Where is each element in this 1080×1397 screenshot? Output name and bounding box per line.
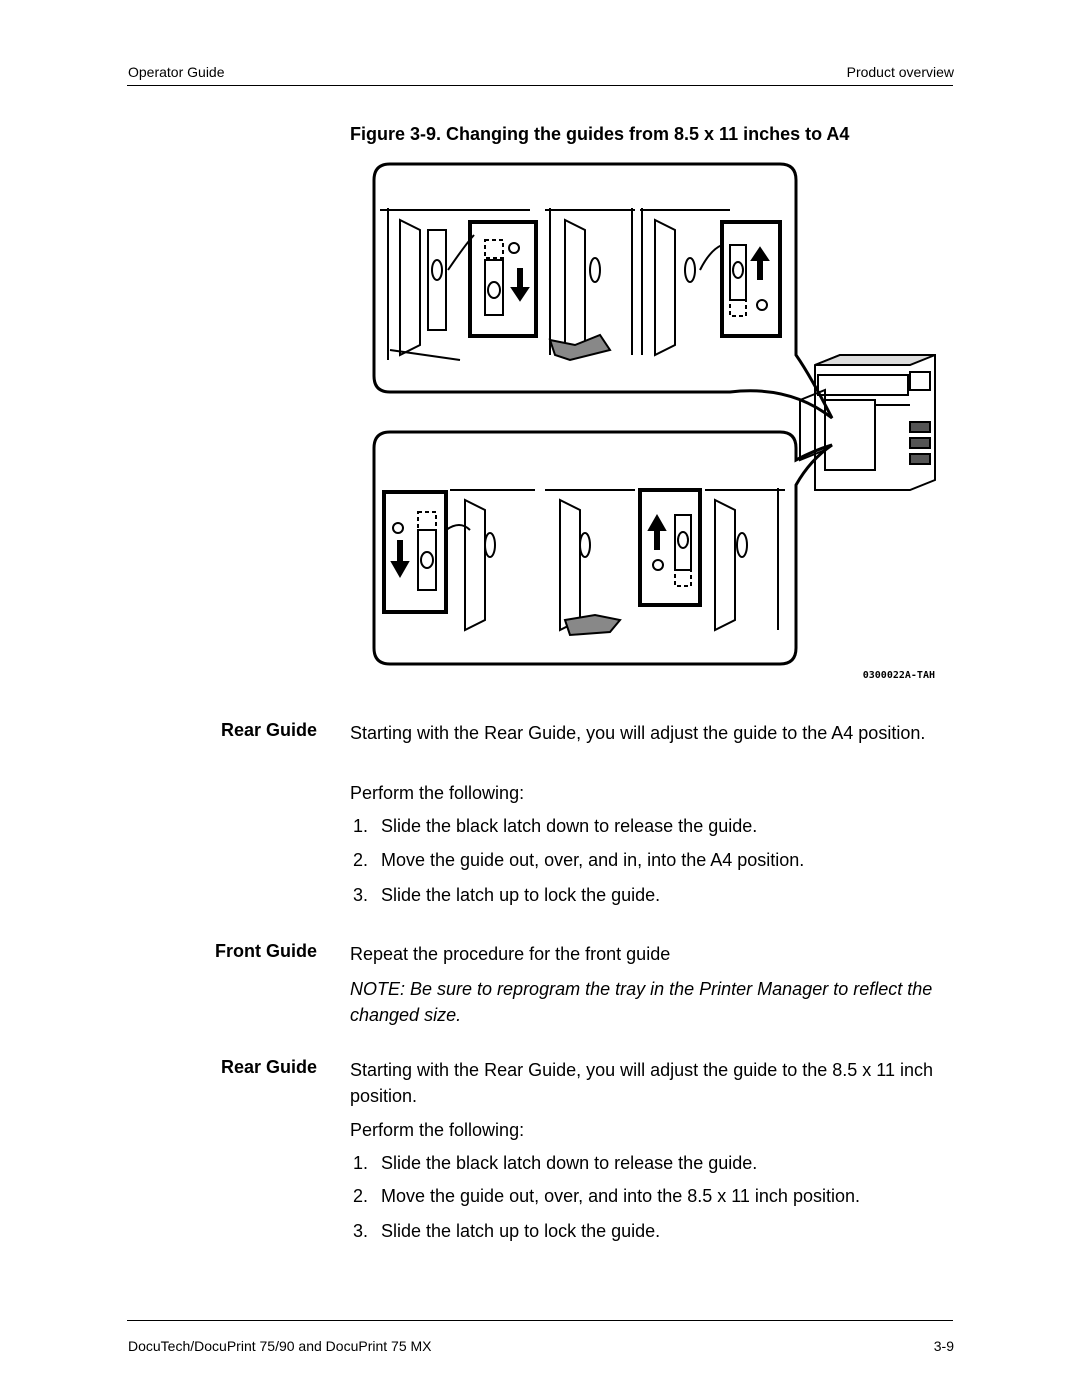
section-label-front-guide: Front Guide <box>215 941 317 961</box>
section-intro: Repeat the procedure for the front guide <box>350 944 671 964</box>
step-number: 1. <box>353 1153 369 1173</box>
section-label-rear-guide: Rear Guide <box>220 1057 317 1077</box>
top-panels <box>380 208 780 360</box>
section-lead: Perform the following: <box>350 1120 525 1140</box>
footer-rule <box>127 1320 953 1321</box>
figure-title: Figure 3-9. Changing the guides from 8.5 x 11 inches to A4 <box>350 124 850 144</box>
section-lead: Perform the following: <box>350 783 525 803</box>
figure-code: 0300022A-TAH <box>862 670 935 681</box>
step-number: 3. <box>353 1221 369 1241</box>
section-label-rear-guide: Rear Guide <box>220 720 317 740</box>
header-rule <box>127 85 953 86</box>
list-item <box>353 1186 860 1207</box>
step-text: Slide the latch up to lock the guide. <box>381 885 661 905</box>
step-text: Slide the latch up to lock the guide. <box>381 1221 661 1241</box>
step-number: 2. <box>353 1186 369 1206</box>
step-text: Slide the black latch down to release the guide. <box>381 1153 758 1173</box>
section-intro: Starting with the Rear Guide, you will adjust the guide to the 8.5 x 11 inch position. <box>350 1060 934 1106</box>
step-text: Move the guide out, over, and in, into the A4 position. <box>381 850 805 870</box>
printer-illustration <box>800 355 935 490</box>
list-item <box>353 885 660 906</box>
header-right: Product overview <box>846 64 954 80</box>
step-text: Slide the black latch down to release the guide. <box>381 816 758 836</box>
list-item <box>353 1221 660 1242</box>
list-item <box>353 816 757 837</box>
section-intro: Starting with the Rear Guide, you will adjust the guide to the A4 position. <box>350 723 926 743</box>
step-number: 2. <box>353 850 369 870</box>
list-item <box>353 1153 757 1174</box>
bottom-panels <box>384 488 785 635</box>
figure-illustration <box>370 160 950 690</box>
callout-top <box>374 164 832 418</box>
footer-left: DocuTech/DocuPrint 75/90 and DocuPrint 75 MX <box>128 1338 432 1354</box>
page-number: 3-9 <box>933 1338 954 1354</box>
step-number: 3. <box>353 885 369 905</box>
note-text: NOTE: Be sure to reprogram the tray in the Printer Manager to reflect the changed size. <box>350 979 933 1025</box>
step-text: Move the guide out, over, and into the 8.5 x 11 inch position. <box>381 1186 860 1206</box>
header-left: Operator Guide <box>128 64 225 80</box>
step-number: 1. <box>353 816 369 836</box>
list-item <box>353 850 804 871</box>
